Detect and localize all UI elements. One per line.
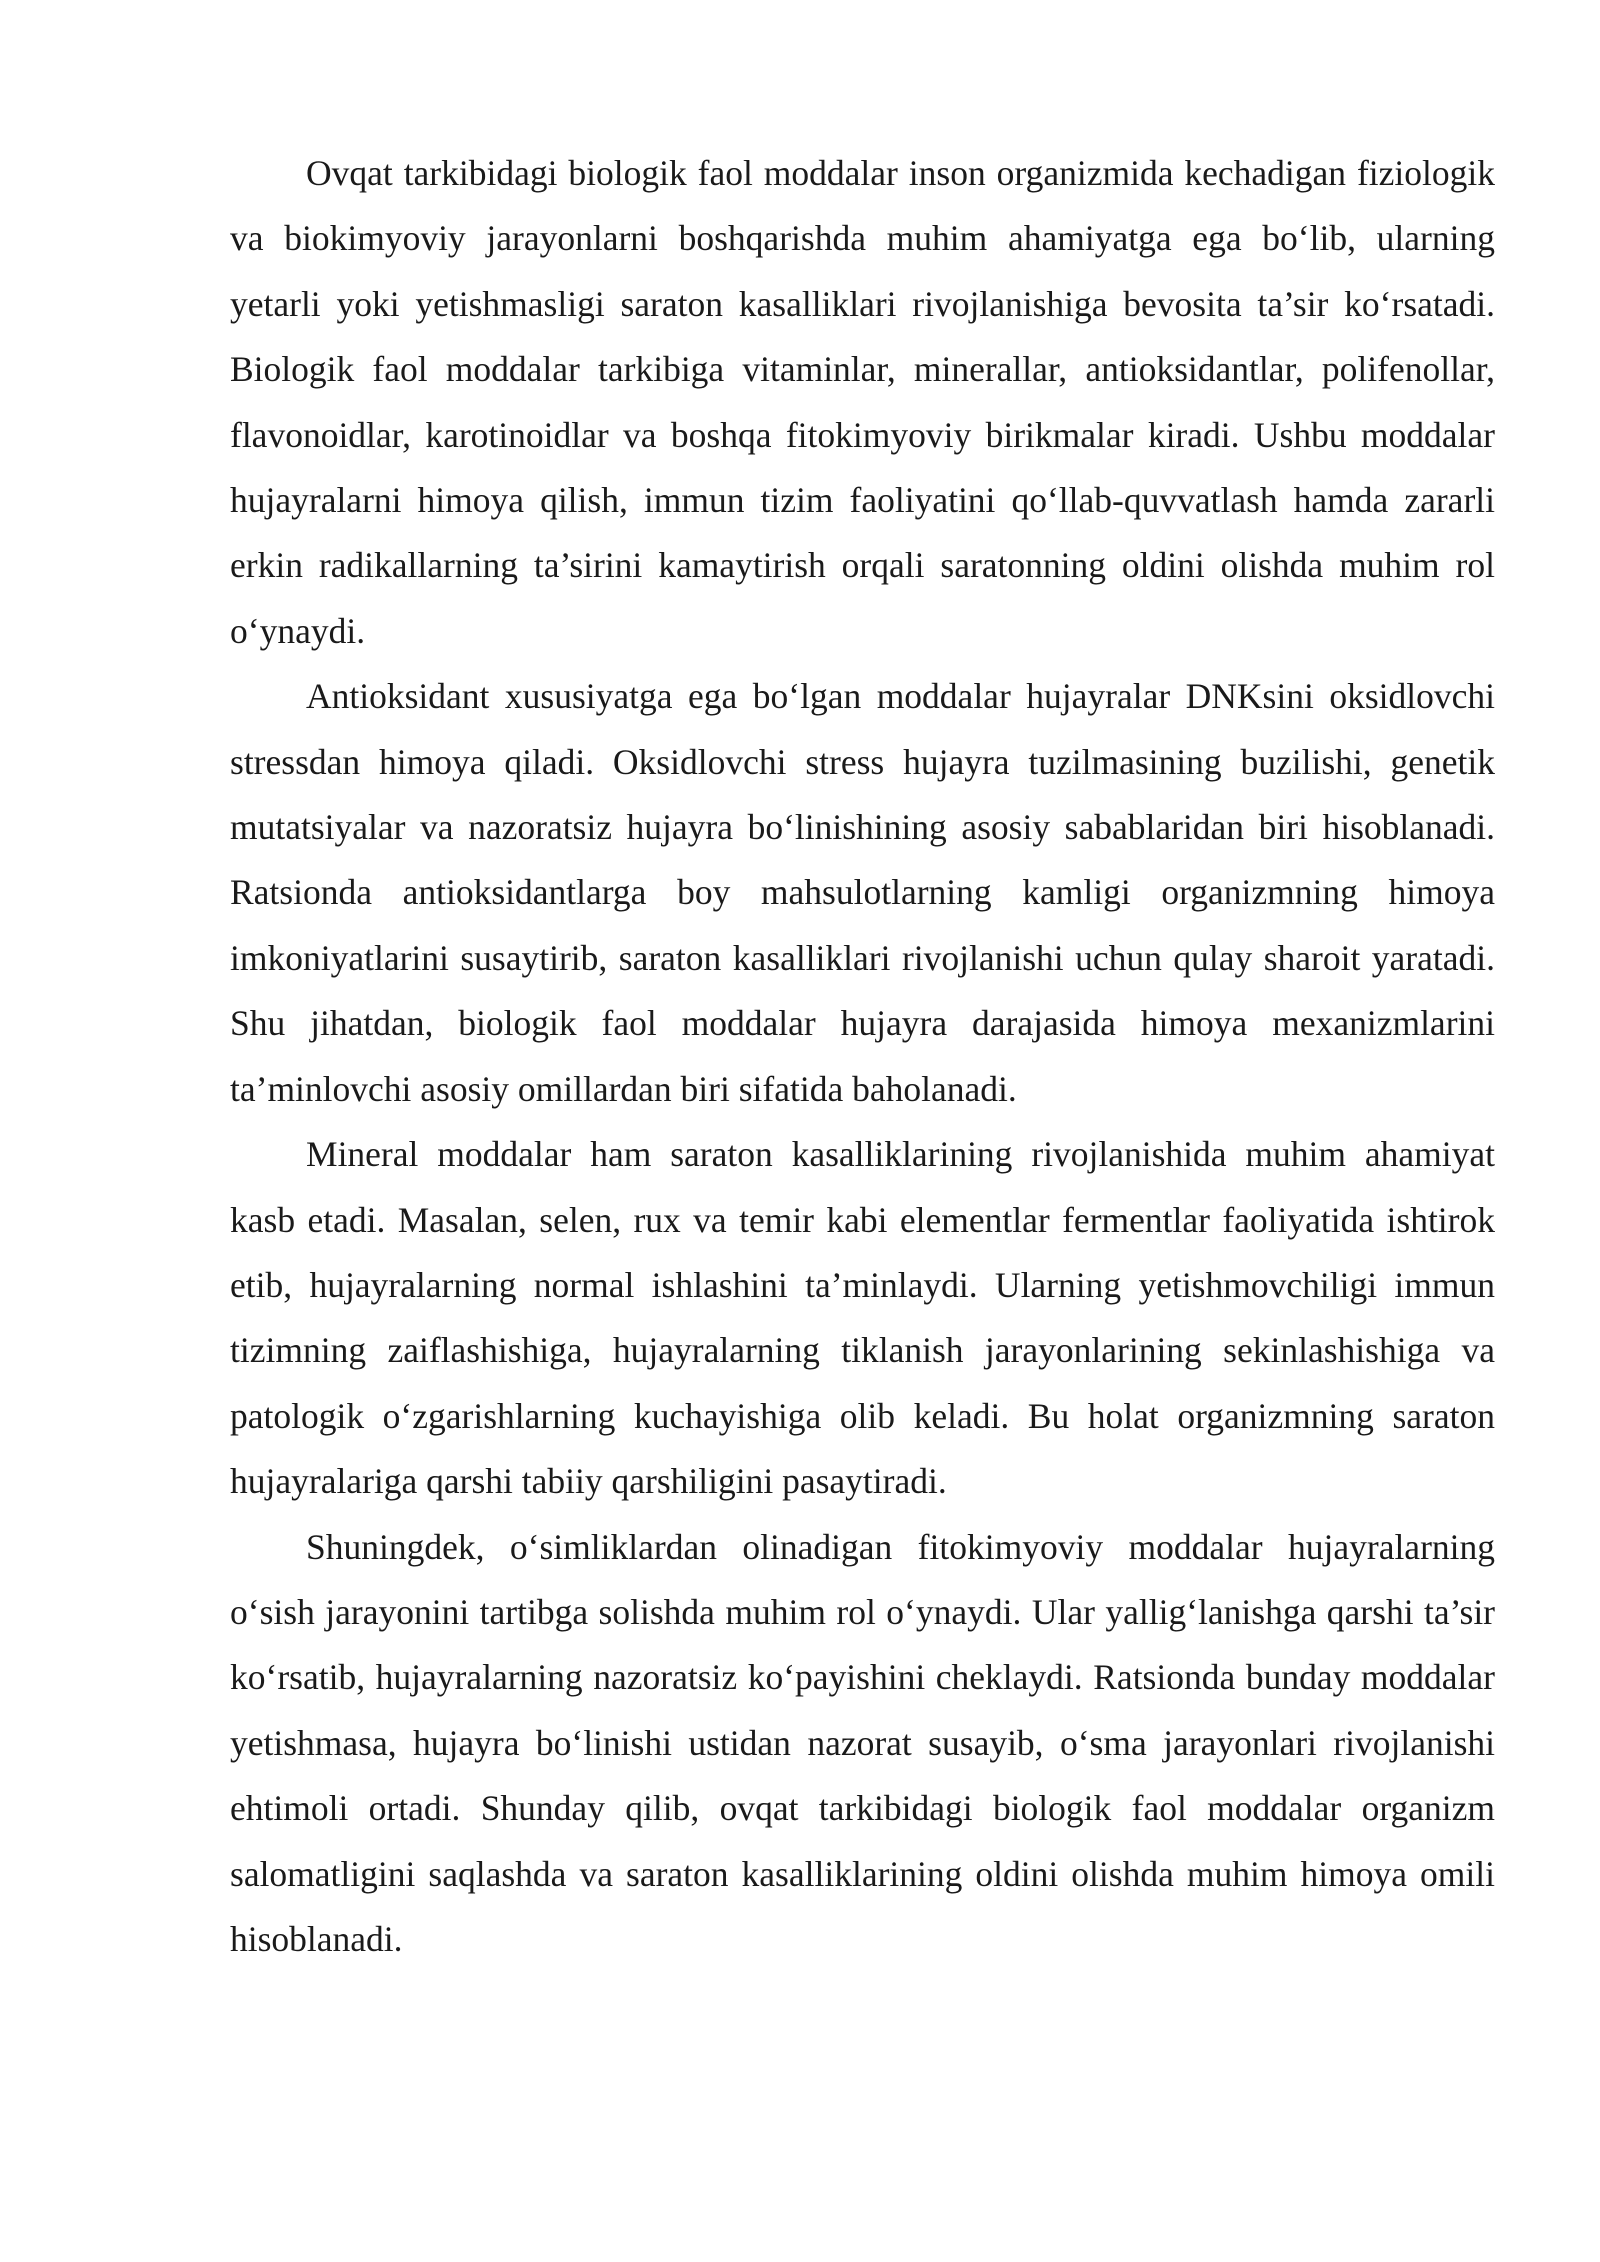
paragraph-1: Ovqat tarkibidagi biologik faol moddalar inson organizmida kechadigan fiziologik va biokimyoviy jarayonlarni boshqarishda muhim ahamiyatga ega bo‘lib, ularning yetarli yoki yetishmasligi saraton kasalliklari rivojlanishiga bevosita ta’sir ko‘rsatadi. Biologik faol moddalar tarkibiga vitaminlar, minerallar, antioksidantlar, polifenollar, flavonoidlar, karotinoidlar va boshqa fitokimyoviy birikmalar kiradi. Ushbu moddalar hujayralarni himoya qilish, immun tizim faoliyatini qo‘llab-quvvatlash hamda zararli erkin radikallarning ta’sirini kamaytirish orqali saratonning oldini olishda muhim rol o‘ynaydi. — [230, 153, 1495, 651]
paragraph-2: Antioksidant xususiyatga ega bo‘lgan moddalar hujayralar DNKsini oksidlovchi stressdan himoya qiladi. Oksidlovchi stress hujayra tuzilmasining buzilishi, genetik mutatsiyalar va nazoratsiz hujayra bo‘linishining asosiy sabablaridan biri hisoblanadi. Ratsionda antioksidantlarga boy mahsulotlarning kamligi organizmning himoya imkoniyatlarini susaytirib, saraton kasalliklari rivojlanishi uchun qulay sharoit yaratadi. Shu jihatdan, biologik faol moddalar hujayra darajasida himoya mexanizmlarini ta’minlovchi asosiy omillardan biri sifatida baholanadi. — [230, 676, 1495, 1109]
document-body — [230, 141, 1495, 1972]
paragraph-3: Mineral moddalar ham saraton kasalliklarining rivojlanishida muhim ahamiyat kasb etadi. Masalan, selen, rux va temir kabi elementlar fermentlar faoliyatida ishtirok etib, hujayralarning normal ishlashini ta’minlaydi. Ularning yetishmovchiligi immun tizimning zaiflashishiga, hujayralarning tiklanish jarayonlarining sekinlashishiga va patologik o‘zgarishlarning kuchayishiga olib keladi. Bu holat organizmning saraton hujayralariga qarshi tabiiy qarshiligini pasaytiradi. — [230, 1134, 1495, 1502]
paragraph-4: Shuningdek, o‘simliklardan olinadigan fitokimyoviy moddalar hujayralarning o‘sish jarayonini tartibga solishda muhim rol o‘ynaydi. Ular yallig‘lanishga qarshi ta’sir ko‘rsatib, hujayralarning nazoratsiz ko‘payishini cheklaydi. Ratsionda bunday moddalar yetishmasa, hujayra bo‘linishi ustidan nazorat susayib, o‘sma jarayonlari rivojlanishi ehtimoli ortadi. Shunday qilib, ovqat tarkibidagi biologik faol moddalar organizm salomatligini saqlashda va saraton kasalliklarining oldini olishda muhim himoya omili hisoblanadi. — [230, 1526, 1495, 1959]
